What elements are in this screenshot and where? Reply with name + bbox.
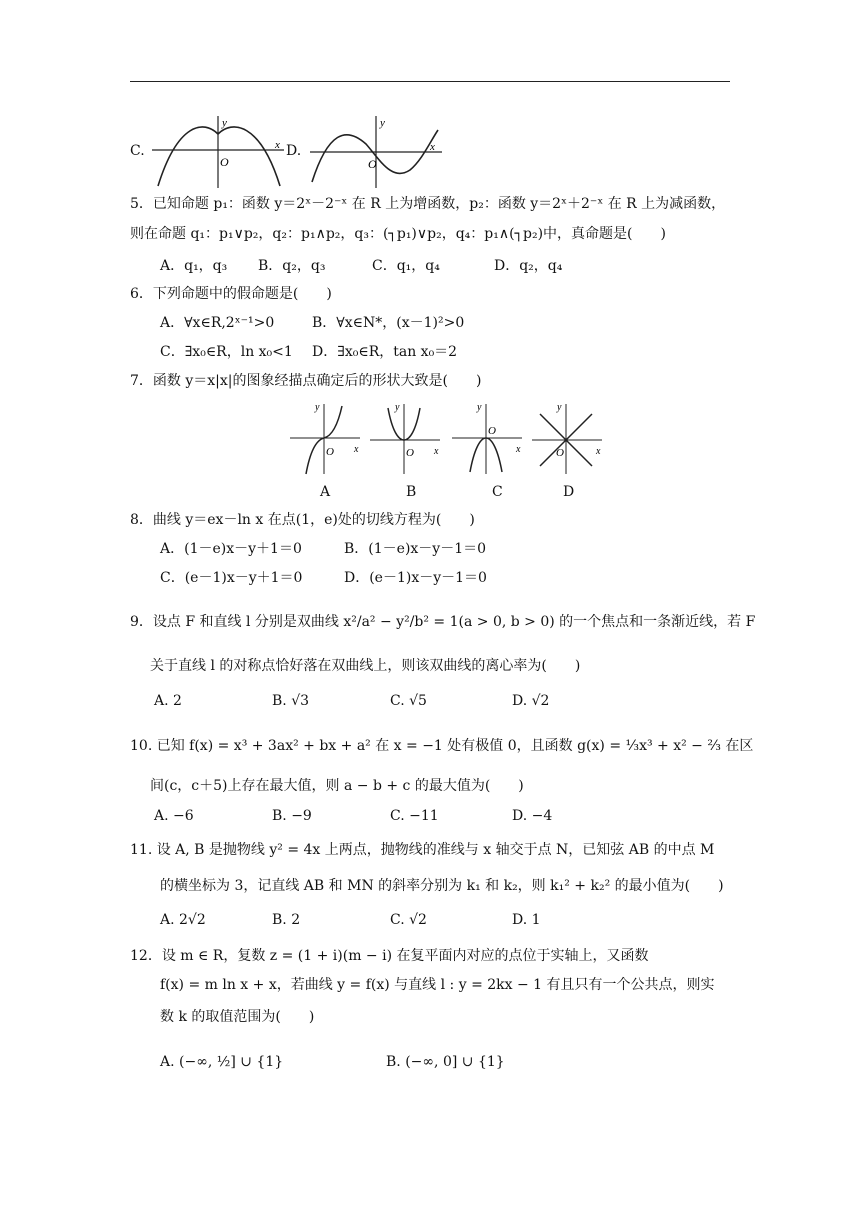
q6-option-d[interactable]: D．∃x₀∈R，tan x₀＝2 xyxy=(312,344,458,360)
svg-text:x: x xyxy=(430,141,435,153)
q9-option-d[interactable]: D. √2 xyxy=(512,693,550,709)
q7-label-d: D xyxy=(563,484,575,500)
q6-stem: 6．下列命题中的假命题是( ) xyxy=(130,286,332,302)
q7-label-c: C xyxy=(492,484,503,500)
q10-line1: 10. 已知 f(x) = x³ + 3ax² + bx + a² 在 x = −1 处有极值 0，且函数 g(x) = ⅓x³ + x² − ⅔ 在区 xyxy=(130,738,754,754)
q4-option-c-label: C. xyxy=(130,143,145,159)
svg-text:y: y xyxy=(222,117,227,129)
q9-line2: 关于直线 l 的对称点恰好落在双曲线上，则该双曲线的离心率为( ) xyxy=(150,658,581,674)
q8-option-a[interactable]: A．(1－e)x－y＋1＝0 xyxy=(160,541,302,557)
q7-label-a: A xyxy=(320,484,331,500)
q10-option-c[interactable]: C. −11 xyxy=(390,808,439,824)
q7-graph-a xyxy=(288,400,368,478)
q4-graph-c xyxy=(148,112,288,190)
header-rule xyxy=(130,81,730,82)
q12-option-b[interactable]: B. (−∞, 0] ∪ {1} xyxy=(386,1054,505,1070)
q12-line2: f(x) = m ln x + x，若曲线 y = f(x) 与直线 l : y = 2kx − 1 有且只有一个公共点，则实 xyxy=(160,977,715,993)
svg-text:x: x xyxy=(434,446,439,457)
q10-option-a[interactable]: A. −6 xyxy=(154,808,194,824)
q4-option-d-label: D. xyxy=(286,143,302,159)
q5-option-b[interactable]: B．q₂，q₃ xyxy=(258,258,326,274)
svg-text:y: y xyxy=(315,402,320,413)
svg-text:y: y xyxy=(557,402,562,413)
svg-text:x: x xyxy=(516,444,521,455)
q11-line1: 11. 设 A, B 是抛物线 y² = 4x 上两点，抛物线的准线与 x 轴交于点 N，已知弦 AB 的中点 M xyxy=(130,842,715,858)
q12-line3: 数 k 的取值范围为( ) xyxy=(160,1009,315,1025)
q12-line1: 12．设 m ∈ R，复数 z = (1 + i)(m − i) 在复平面内对应的点位于实轴上，又函数 xyxy=(130,948,649,964)
q9-option-c[interactable]: C. √5 xyxy=(390,693,427,709)
q10-option-d[interactable]: D. −4 xyxy=(512,808,553,824)
q11-line2: 的横坐标为 3，记直线 AB 和 MN 的斜率分别为 k₁ 和 k₂，则 k₁² + k₂² 的最小值为( ) xyxy=(160,878,724,894)
svg-text:y: y xyxy=(395,402,400,413)
q6-option-a[interactable]: A．∀x∈R,2ˣ⁻¹>0 xyxy=(160,315,275,331)
svg-text:O: O xyxy=(406,447,414,459)
q8-option-d[interactable]: D．(e－1)x－y－1＝0 xyxy=(344,570,487,586)
q6-option-c[interactable]: C．∃x₀∈R，ln x₀<1 xyxy=(160,344,293,360)
q11-option-c[interactable]: C. √2 xyxy=(390,912,427,928)
q11-option-a[interactable]: A. 2√2 xyxy=(160,912,206,928)
q11-option-d[interactable]: D. 1 xyxy=(512,912,541,928)
q8-stem: 8．曲线 y＝ex－ln x 在点(1，e)处的切线方程为( ) xyxy=(130,512,475,528)
q9-option-a[interactable]: A. 2 xyxy=(154,693,182,709)
svg-text:O: O xyxy=(368,157,377,171)
svg-text:O: O xyxy=(488,425,496,437)
q8-option-c[interactable]: C．(e－1)x－y＋1＝0 xyxy=(160,570,303,586)
svg-text:O: O xyxy=(556,447,564,459)
svg-text:x: x xyxy=(596,446,601,457)
q8-option-b[interactable]: B．(1－e)x－y－1＝0 xyxy=(344,541,487,557)
q7-label-b: B xyxy=(406,484,417,500)
q5-option-c[interactable]: C．q₁，q₄ xyxy=(372,258,440,274)
svg-text:O: O xyxy=(220,155,229,169)
svg-text:x: x xyxy=(354,444,359,455)
svg-text:y: y xyxy=(477,402,482,413)
q6-option-b[interactable]: B．∀x∈N*，(x－1)²>0 xyxy=(312,315,465,331)
q5-option-d[interactable]: D．q₂，q₄ xyxy=(494,258,563,274)
q9-option-b[interactable]: B. √3 xyxy=(272,693,310,709)
q9-line1: 9．设点 F 和直线 l 分别是双曲线 x²/a² − y²/b² = 1(a > 0, b > 0) 的一个焦点和一条渐近线，若 F xyxy=(130,614,756,630)
q4-graph-d xyxy=(306,112,446,190)
svg-text:x: x xyxy=(275,139,280,151)
q5-option-a[interactable]: A．q₁，q₃ xyxy=(160,258,228,274)
q12-option-a[interactable]: A. (−∞, ½] ∪ {1} xyxy=(160,1054,284,1070)
q11-option-b[interactable]: B. 2 xyxy=(272,912,301,928)
q7-stem: 7．函数 y＝x|x|的图象经描点确定后的形状大致是( ) xyxy=(130,373,482,389)
q7-graph-d xyxy=(530,400,610,478)
svg-text:y: y xyxy=(380,117,385,129)
q10-line2: 间(c，c＋5)上存在最大值，则 a − b + c 的最大值为( ) xyxy=(150,778,524,794)
svg-text:O: O xyxy=(326,446,334,458)
q5-line1: 5．已知命题 p₁：函数 y＝2ˣ－2⁻ˣ 在 R 上为增函数，p₂：函数 y＝2ˣ＋2⁻ˣ 在 R 上为减函数， xyxy=(130,196,726,212)
q7-graph-c xyxy=(450,400,530,478)
q10-option-b[interactable]: B. −9 xyxy=(272,808,312,824)
q5-line2: 则在命题 q₁：p₁∨p₂，q₂：p₁∧p₂，q₃：(┐p₁)∨p₂，q₄：p₁∧(┐p₂)中，真命题是( ) xyxy=(130,226,666,242)
q7-graph-b xyxy=(368,400,448,478)
